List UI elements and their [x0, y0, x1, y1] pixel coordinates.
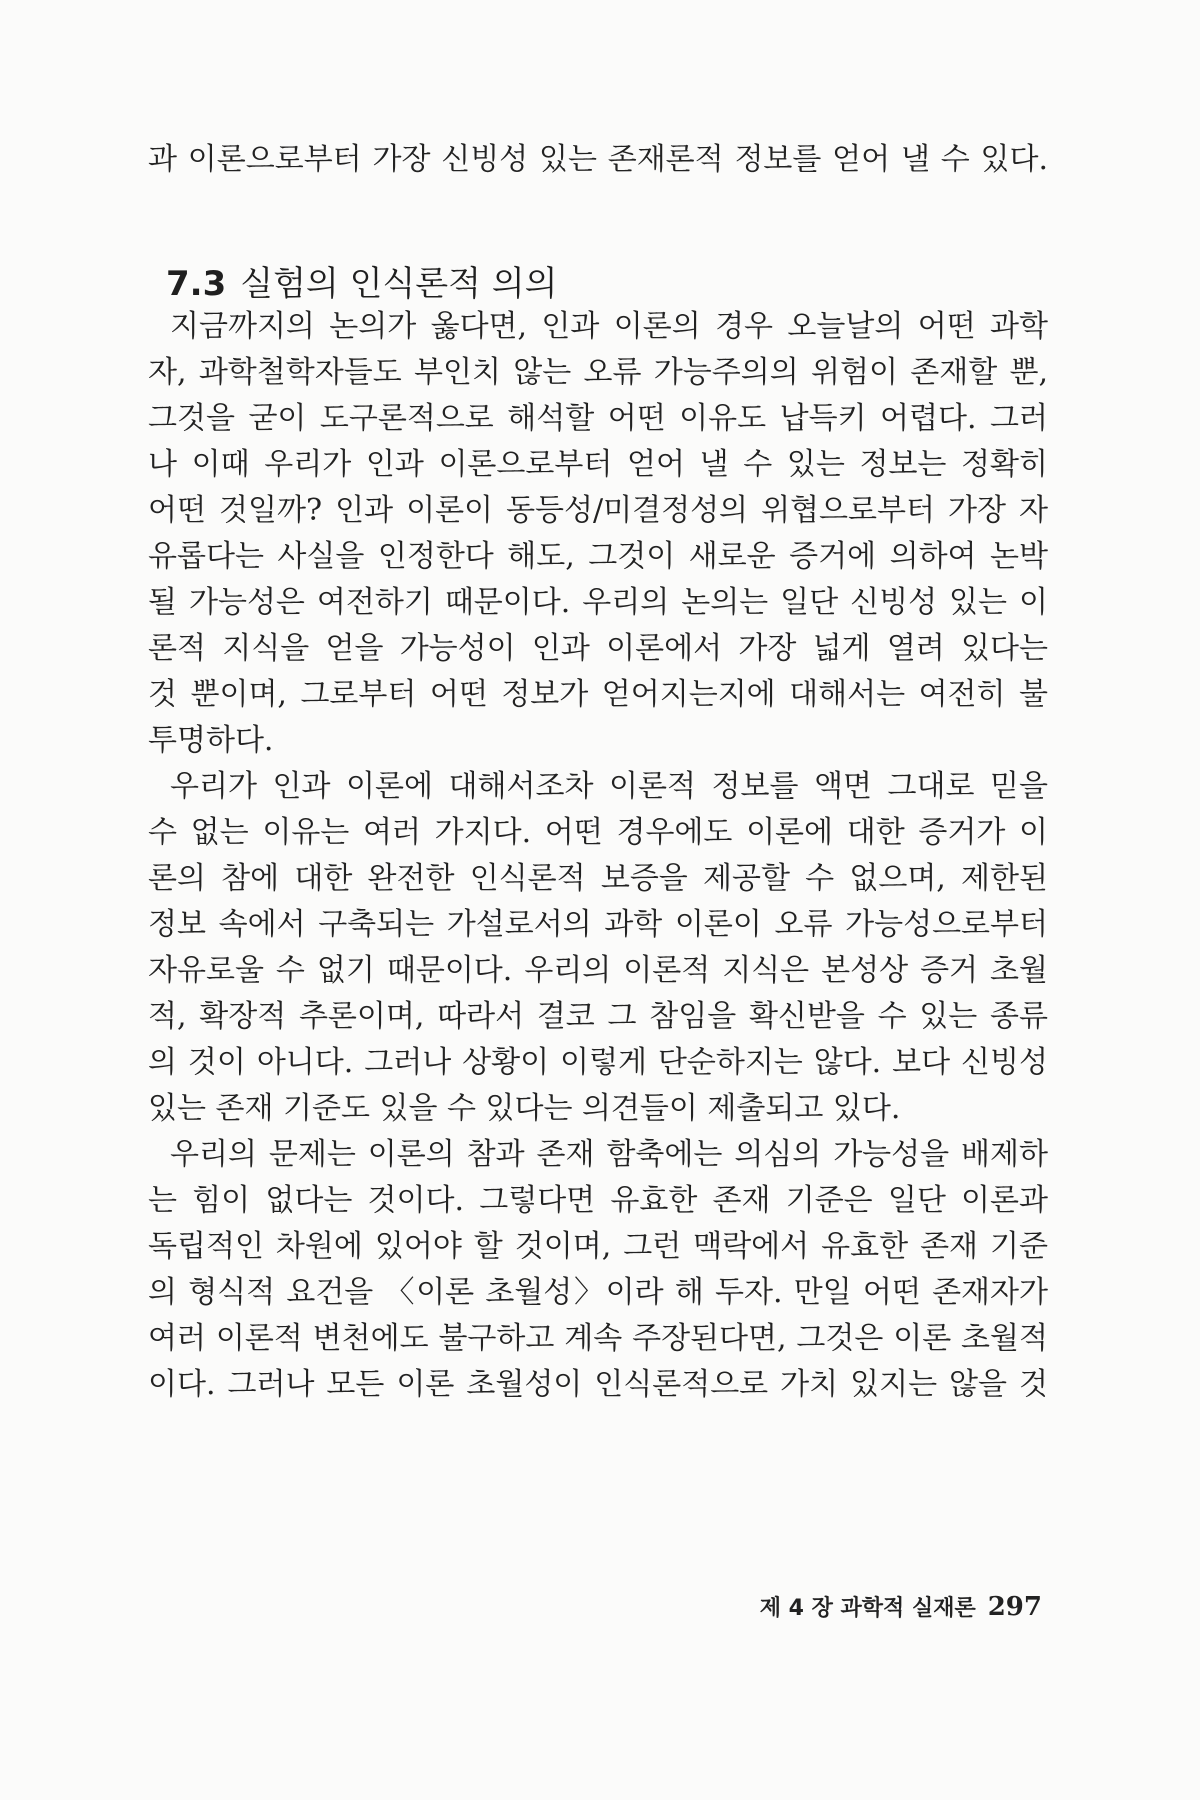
paragraph-line: 유롭다는 사실을 인정한다 해도, 그것이 새로운 증거에 의하여 논박 — [148, 539, 1048, 574]
paragraph-line: 자, 과학철학자들도 부인치 않는 오류 가능주의의 위험이 존재할 뿐, — [148, 355, 1048, 390]
paragraph-line: 될 가능성은 여전하기 때문이다. 우리의 논의는 일단 신빙성 있는 이 — [148, 585, 1048, 620]
paragraph-line: 정보 속에서 구축되는 가설로서의 과학 이론이 오류 가능성으로부터 — [148, 907, 1048, 942]
paragraph-line: 의 것이 아니다. 그러나 상황이 이렇게 단순하지는 않다. 보다 신빙성 — [148, 1045, 1048, 1080]
paragraph-line: 론적 지식을 얻을 가능성이 인과 이론에서 가장 넓게 열려 있다는 — [148, 631, 1048, 666]
paragraph-line: 어떤 것일까? 인과 이론이 동등성/미결정성의 위협으로부터 가장 자 — [148, 493, 1048, 528]
section-heading — [166, 262, 557, 306]
paragraph-line: 수 없는 이유는 여러 가지다. 어떤 경우에도 이론에 대한 증거가 이 — [148, 815, 1048, 850]
paragraph-line: 자유로울 수 없기 때문이다. 우리의 이론적 지식은 본성상 증거 초월 — [148, 953, 1048, 988]
paragraph-line: 여러 이론적 변천에도 불구하고 계속 주장된다면, 그것은 이론 초월적 — [148, 1321, 1048, 1356]
paragraph-line: 론의 참에 대한 완전한 인식론적 보증을 제공할 수 없으며, 제한된 — [148, 861, 1048, 896]
paragraph-line: 지금까지의 논의가 옳다면, 인과 이론의 경우 오늘날의 어떤 과학 — [170, 309, 1048, 344]
paragraph-line: 독립적인 차원에 있어야 할 것이며, 그런 맥락에서 유효한 존재 기준 — [148, 1229, 1048, 1264]
paragraph-line: 의 형식적 요건을 〈이론 초월성〉이라 해 두자. 만일 어떤 존재자가 — [148, 1275, 1048, 1310]
paragraph-line: 이다. 그러나 모든 이론 초월성이 인식론적으로 가치 있지는 않을 것 — [148, 1367, 1048, 1402]
page-number: 297 — [987, 1592, 1042, 1622]
top-line: 과 이론으로부터 가장 신빙성 있는 존재론적 정보를 얻어 낼 수 있다. — [148, 142, 1048, 177]
paragraph-line: 는 힘이 없다는 것이다. 그렇다면 유효한 존재 기준은 일단 이론과 — [148, 1183, 1048, 1218]
paragraph-line: 있는 존재 기준도 있을 수 있다는 의견들이 제출되고 있다. — [148, 1091, 901, 1126]
paragraph-line: 그것을 굳이 도구론적으로 해석할 어떤 이유도 납득키 어렵다. 그러 — [148, 401, 1048, 436]
paragraph-line: 것 뿐이며, 그로부터 어떤 정보가 얻어지는지에 대해서는 여전히 불 — [148, 677, 1048, 712]
paragraph-line: 적, 확장적 추론이며, 따라서 결코 그 참임을 확신받을 수 있는 종류 — [148, 999, 1048, 1034]
page-footer — [760, 1592, 1042, 1624]
paragraph-line: 나 이때 우리가 인과 이론으로부터 얻어 낼 수 있는 정보는 정확히 — [148, 447, 1048, 482]
paragraph-line: 우리가 인과 이론에 대해서조차 이론적 정보를 액면 그대로 믿을 — [170, 769, 1048, 804]
chapter-title: 제 4 장 과학적 실재론 — [759, 1596, 976, 1621]
section-number: 7.3 — [166, 264, 227, 304]
section-title: 실험의 인식론적 의의 — [240, 264, 558, 304]
paragraph-line: 투명하다. — [148, 723, 274, 758]
paragraph-line: 우리의 문제는 이론의 참과 존재 함축에는 의심의 가능성을 배제하 — [170, 1137, 1048, 1172]
